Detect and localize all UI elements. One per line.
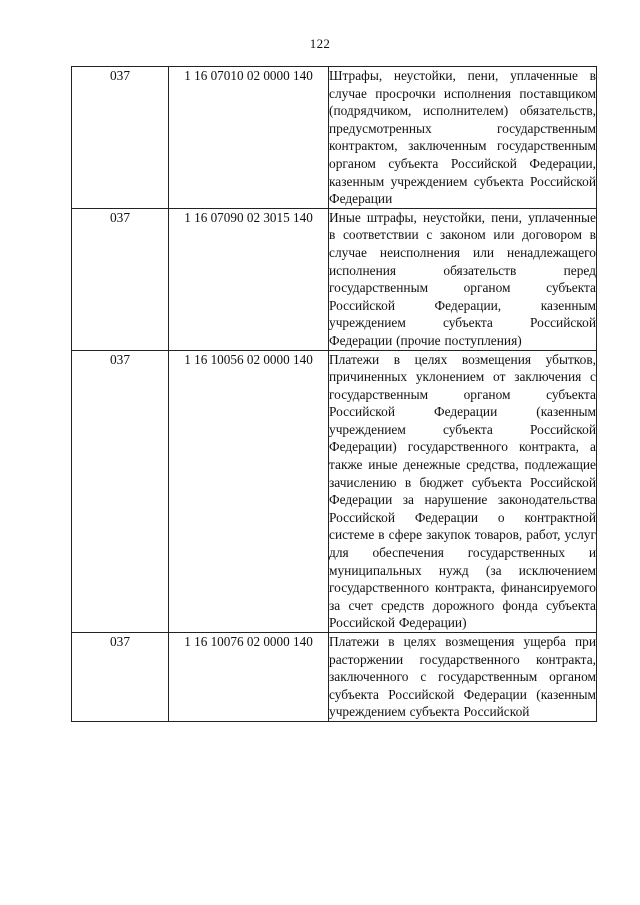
revenue-name-cell: Платежи в целях возмещения убытков, причиненных уклонением от заключения с государственным органом субъекта Российской Федерации (казенным учреждением субъекта Российской Федерации) государственного контракта, а также иные денежные средства, подлежащие зачислению в бюджет субъекта Российской Федерации за нарушение законодательства Российской Федерации о контрактной системе в сфере закупок товаров, работ, услуг для обеспечения государственных и муниципальных нужд (за исключением государственного контракта, финансируемого за счет средств дорожного фонда субъекта Российской Федерации)	[329, 350, 597, 633]
budget-code-cell: 1 16 07090 02 3015 140	[169, 208, 329, 350]
admin-code-cell: 037	[72, 350, 169, 633]
admin-code-cell: 037	[72, 208, 169, 350]
revenue-name-cell: Платежи в целях возмещения ущерба при расторжении государственного контракта, заключенного с государственным органом субъекта Российской Федерации (казенным учреждением субъекта Российской	[329, 633, 597, 722]
revenue-name-cell: Штрафы, неустойки, пени, уплаченные в случае просрочки исполнения поставщиком (подрядчиком, исполнителем) обязательств, предусмотренных государственным контрактом, заключенным государственным органом субъекта Российской Федерации, казенным учреждением субъекта Российской Федерации	[329, 67, 597, 209]
budget-code-cell: 1 16 07010 02 0000 140	[169, 67, 329, 209]
revenue-codes-table	[71, 66, 597, 722]
admin-code-cell: 037	[72, 633, 169, 722]
page-number: 122	[309, 36, 331, 51]
table-row	[72, 633, 597, 722]
table-row	[72, 208, 597, 350]
revenue-name-cell: Иные штрафы, неустойки, пени, уплаченные в соответствии с законом или договором в случае неисполнения или ненадлежащего исполнения обязательств перед государственным органом субъекта Российской Федерации, казенным учреждением субъекта Российской Федерации (прочие поступления)	[329, 208, 597, 350]
budget-code-cell: 1 16 10076 02 0000 140	[169, 633, 329, 722]
table-row	[72, 350, 597, 633]
admin-code-cell: 037	[72, 67, 169, 209]
budget-code-cell: 1 16 10056 02 0000 140	[169, 350, 329, 633]
table-row	[72, 67, 597, 209]
